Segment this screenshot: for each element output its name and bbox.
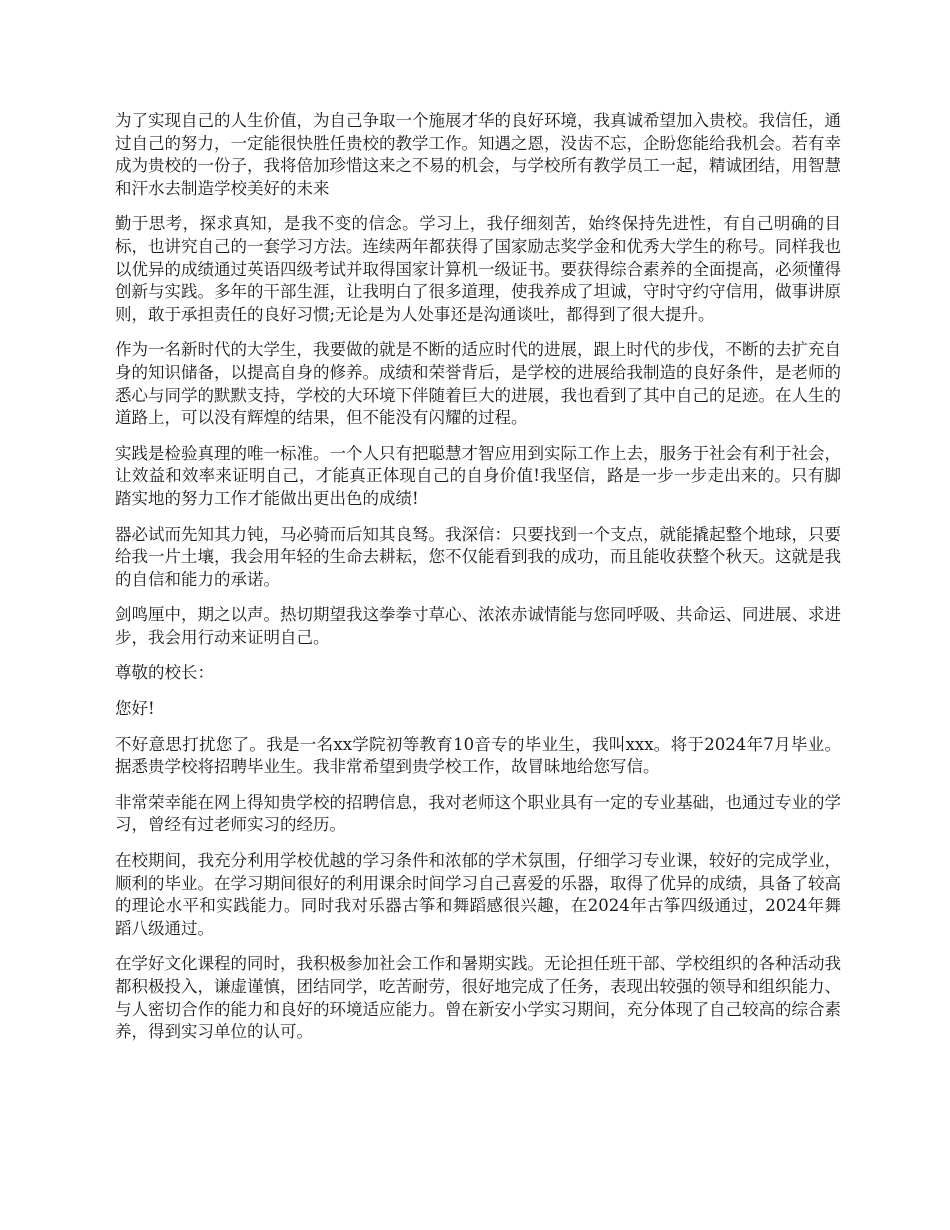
paragraph: 勤于思考，探求真知，是我不变的信念。学习上，我仔细刻苦，始终保持先进性，有自己明确的目标，也讲究自己的一套学习方法。连续两年都获得了国家励志奖学金和优秀大学生的称号。同样我也以优异的成绩通过英语四级考试并取得国家计算机一级证书。要获得综合素养的全面提高，必须懂得创新与实践。多年的干部生涯，让我明白了很多道理，使我养成了坦诚，守时守约守信用，做事讲原则，敢于承担责任的良好习惯;无论是为人处事还是沟通谈吐，都得到了很大提升。 xyxy=(115,214,841,324)
paragraph: 在学好文化课程的同时，我积极参加社会工作和暑期实践。无论担任班干部、学校组织的各种活动我都积极投入，谦虚谨慎，团结同学，吃苦耐劳，很好地完成了任务，表现出较强的领导和组织能力、与人密切合作的能力和良好的环境适应能力。曾在新安小学实习期间，充分体现了自己较高的综合素养，得到实习单位的认可。 xyxy=(115,954,841,1042)
salutation: 尊敬的校长： xyxy=(115,663,214,683)
document-body xyxy=(115,110,841,1057)
paragraph: 作为一名新时代的大学生，我要做的就是不断的适应时代的进展，跟上时代的步伐，不断的去扩充自身的知识储备，以提高自身的修养。成绩和荣誉背后，是学校的进展给我制造的良好条件，是老师的悉心与同学的默默支持，学校的大环境下伴随着巨大的进展，我也看到了其中自己的足迹。在人生的道路上，可以没有辉煌的结果，但不能没有闪耀的过程。 xyxy=(115,340,841,428)
paragraph: 在校期间，我充分利用学校优越的学习条件和浓郁的学术氛围，仔细学习专业课，较好的完成学业，顺利的毕业。在学习期间很好的利用课余时间学习自己喜爱的乐器，取得了优异的成绩，具备了较高的理论水平和实践能力。同时我对乐器古筝和舞蹈感很兴趣，在2024年古筝四级通过，2024年舞蹈八级通过。 xyxy=(115,851,841,938)
paragraph: 非常荣幸能在网上得知贵学校的招聘信息，我对老师这个职业具有一定的专业基础，也通过专业的学习，曾经有过老师实习的经历。 xyxy=(115,792,841,835)
paragraph: 器必试而先知其力钝，马必骑而后知其良驽。我深信：只要找到一个支点，就能撬起整个地球，只要给我一片土壤，我会用年轻的生命去耕耘，您不仅能看到我的成功，而且能收获整个秋天。这就是我的自信和能力的承诺。 xyxy=(115,524,841,589)
paragraph: 实践是检验真理的唯一标准。一个人只有把聪慧才智应用到实际工作上去，服务于社会有利于社会，让效益和效率来证明自己，才能真正体现自己的自身价值!我坚信，路是一步一步走出来的。只有脚踏实地的努力工作才能做出更出色的成绩! xyxy=(115,443,841,508)
greeting: 您好! xyxy=(115,699,155,719)
paragraph: 剑鸣厘中，期之以声。热切期望我这拳拳寸草心、浓浓赤诚情能与您同呼吸、共命运、同进展、求进步，我会用行动来证明自己。 xyxy=(115,605,841,647)
paragraph: 为了实现自己的人生价值，为自己争取一个施展才华的良好环境，我真诚希望加入贵校。我信任，通过自己的努力，一定能很快胜任贵校的教学工作。知遇之恩，没齿不忘，企盼您能给我机会。若有幸成为贵校的一份子，我将倍加珍惜这来之不易的机会，与学校所有教学员工一起，精诚团结，用智慧和汗水去制造学校美好的未来 xyxy=(115,111,841,198)
paragraph: 不好意思打扰您了。我是一名xx学院初等教育10音专的毕业生，我叫xxx。将于2024年7月毕业。据悉贵学校将招聘毕业生。我非常希望到贵学校工作，故冒昧地给您写信。 xyxy=(115,734,841,777)
